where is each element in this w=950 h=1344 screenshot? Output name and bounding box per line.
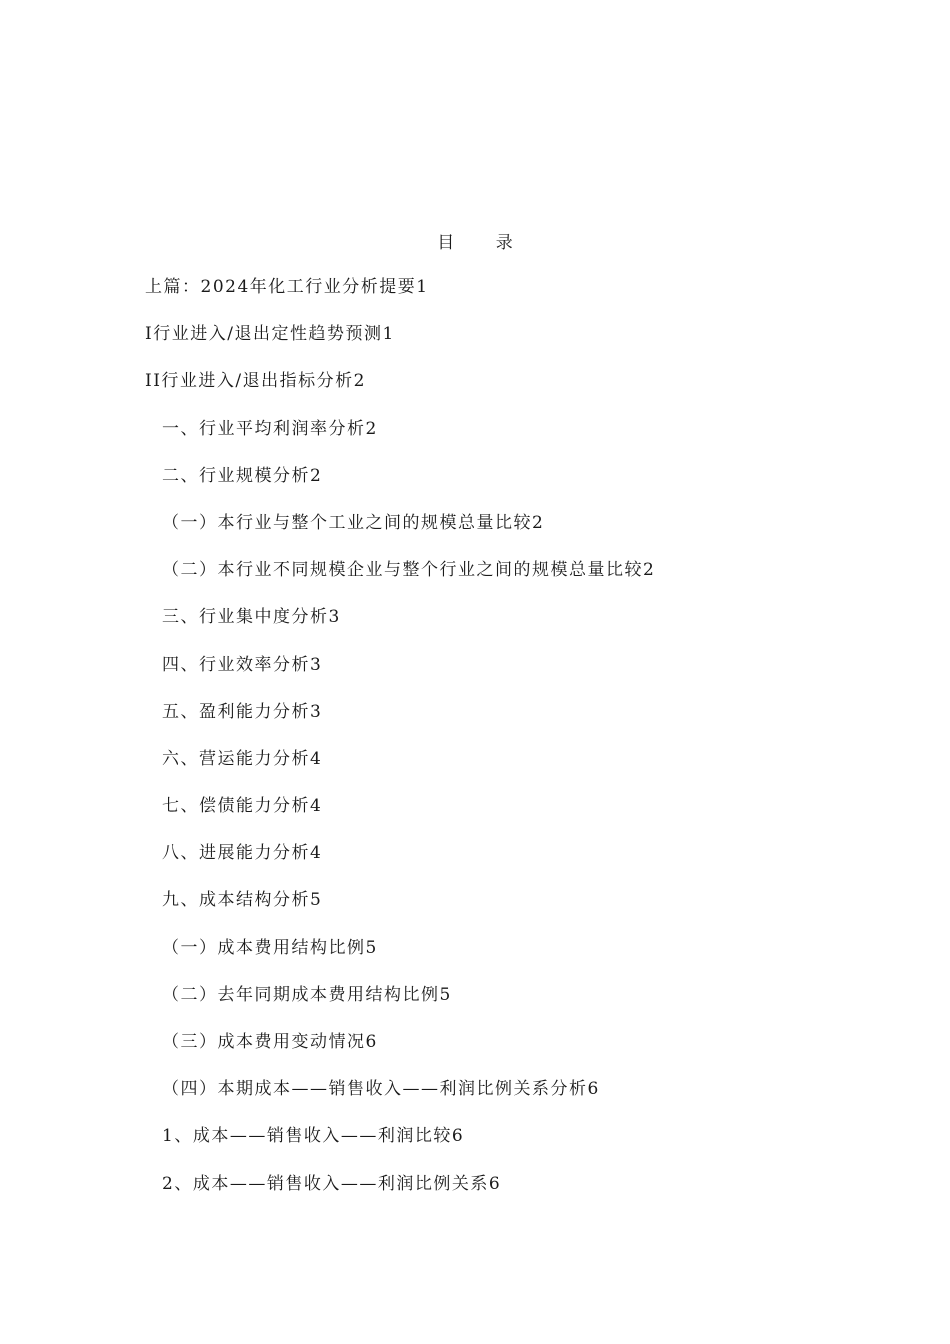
toc-entry: 五、盈利能力分析3 xyxy=(162,701,323,722)
toc-entry: 三、行业集中度分析3 xyxy=(162,607,341,628)
toc-entry: 上篇：2024年化工行业分析提要1 xyxy=(145,277,429,297)
toc-entry: II行业进入/退出指标分析2 xyxy=(145,371,366,392)
toc-entry: （一）本行业与整个工业之间的规模总量比较2 xyxy=(162,512,545,533)
toc-entry: （四）本期成本——销售收入——利润比例关系分析6 xyxy=(162,1079,600,1100)
toc-entry: 2、成本——销售收入——利润比例关系6 xyxy=(162,1173,502,1194)
toc-entry: （二）本行业不同规模企业与整个行业之间的规模总量比较2 xyxy=(162,560,656,581)
toc-entry: I行业进入/退出定性趋势预测1 xyxy=(145,324,395,345)
toc-entry: 八、进展能力分析4 xyxy=(162,843,323,864)
toc-entry: 一、行业平均利润率分析2 xyxy=(162,418,378,439)
toc-entry: 四、行业效率分析3 xyxy=(162,654,323,675)
toc-title: 目 录 xyxy=(437,233,531,253)
toc-entry: （二）去年同期成本费用结构比例5 xyxy=(162,984,452,1005)
toc-entry: （三）成本费用变动情况6 xyxy=(162,1032,378,1052)
toc-entry: 1、成本——销售收入——利润比较6 xyxy=(162,1126,465,1147)
toc-list xyxy=(0,276,950,1220)
toc-entry: 二、行业规模分析2 xyxy=(162,465,323,486)
toc-entry: 九、成本结构分析5 xyxy=(162,890,323,911)
toc-entry: 六、营运能力分析4 xyxy=(162,748,323,769)
toc-entry: （一）成本费用结构比例5 xyxy=(162,937,378,958)
toc-entry: 七、偿债能力分析4 xyxy=(162,796,323,817)
